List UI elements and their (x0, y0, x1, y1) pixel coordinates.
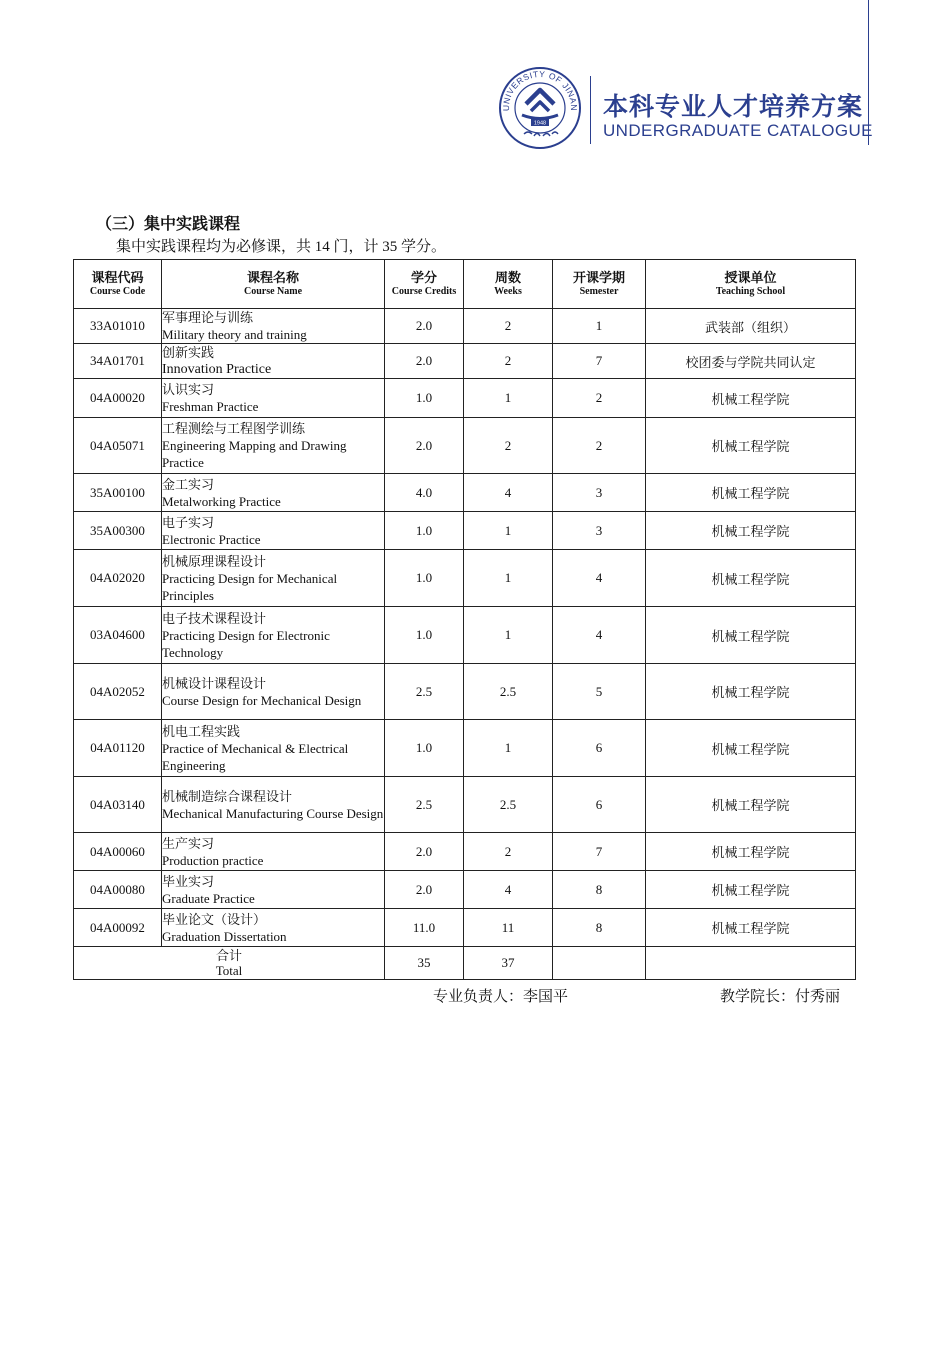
total-semester-empty (553, 947, 646, 980)
table-row (74, 344, 856, 379)
course-name: 创新实践 Innovation Practice (162, 344, 385, 379)
course-credits: 2.0 (385, 871, 464, 909)
table-row (74, 720, 856, 777)
teaching-school: 机械工程学院 (646, 474, 856, 512)
catalogue-title-cn: 本科专业人才培养方案 (603, 92, 864, 121)
course-semester: 2 (553, 379, 646, 418)
teaching-dean: 教学院长：付秀丽 (720, 989, 841, 1005)
course-semester: 6 (553, 720, 646, 777)
teaching-school: 机械工程学院 (646, 909, 856, 947)
course-code: 34A01701 (74, 344, 162, 379)
course-semester: 8 (553, 909, 646, 947)
course-code: 33A01010 (74, 309, 162, 344)
table-row (74, 418, 856, 474)
course-semester: 2 (553, 418, 646, 474)
course-code: 04A00020 (74, 379, 162, 418)
teaching-school: 武装部（组织） (646, 309, 856, 344)
teaching-school: 机械工程学院 (646, 720, 856, 777)
header-divider (590, 76, 591, 144)
course-name: 认识实习 Freshman Practice (162, 379, 385, 418)
course-code: 04A02020 (74, 550, 162, 607)
course-credits: 1.0 (385, 512, 464, 550)
course-credits: 4.0 (385, 474, 464, 512)
column-header-school: 授课单位 Teaching School (646, 260, 856, 309)
course-weeks: 1 (464, 550, 553, 607)
course-code: 04A05071 (74, 418, 162, 474)
total-weeks: 37 (464, 947, 553, 980)
course-weeks: 2.5 (464, 777, 553, 833)
table-row (74, 833, 856, 871)
course-code: 04A00080 (74, 871, 162, 909)
catalogue-title-en: UNDERGRADUATE CATALOGUE (603, 121, 873, 140)
total-credits: 35 (385, 947, 464, 980)
course-weeks: 2 (464, 833, 553, 871)
course-name: 机电工程实践 Practice of Mechanical & Electrical Engineering (162, 720, 385, 777)
course-code: 03A04600 (74, 607, 162, 664)
course-name: 毕业论文（设计） Graduation Dissertation (162, 909, 385, 947)
course-credits: 1.0 (385, 550, 464, 607)
course-semester: 3 (553, 512, 646, 550)
teaching-school: 机械工程学院 (646, 550, 856, 607)
course-weeks: 4 (464, 871, 553, 909)
table-row (74, 664, 856, 720)
teaching-school: 机械工程学院 (646, 833, 856, 871)
course-weeks: 2.5 (464, 664, 553, 720)
teaching-school: 机械工程学院 (646, 777, 856, 833)
teaching-school: 机械工程学院 (646, 379, 856, 418)
table-row (74, 777, 856, 833)
course-semester: 6 (553, 777, 646, 833)
section-intro: 集中实践课程均为必修课，共 14 门，计 35 学分。 (116, 239, 447, 255)
course-name: 机械原理课程设计 Practicing Design for Mechanical Principles (162, 550, 385, 607)
table-row (74, 871, 856, 909)
course-name: 军事理论与训练 Military theory and training (162, 309, 385, 344)
course-credits: 2.5 (385, 777, 464, 833)
column-header-weeks: 周数 Weeks (464, 260, 553, 309)
course-semester: 4 (553, 607, 646, 664)
course-credits: 1.0 (385, 720, 464, 777)
course-credits: 2.0 (385, 309, 464, 344)
table-header-row (74, 260, 856, 309)
course-credits: 2.0 (385, 418, 464, 474)
course-credits: 1.0 (385, 379, 464, 418)
course-name: 工程测绘与工程图学训练 Engineering Mapping and Drawing Practice (162, 418, 385, 474)
teaching-school: 机械工程学院 (646, 418, 856, 474)
total-school-empty (646, 947, 856, 980)
course-code: 04A01120 (74, 720, 162, 777)
course-code: 35A00300 (74, 512, 162, 550)
course-credits: 2.0 (385, 344, 464, 379)
course-semester: 1 (553, 309, 646, 344)
course-code: 04A03140 (74, 777, 162, 833)
section-title: （三）集中实践课程 (96, 216, 241, 233)
table-row (74, 512, 856, 550)
teaching-school: 校团委与学院共同认定 (646, 344, 856, 379)
course-name: 机械制造综合课程设计 Mechanical Manufacturing Course Design (162, 777, 385, 833)
course-weeks: 2 (464, 309, 553, 344)
course-weeks: 1 (464, 379, 553, 418)
course-weeks: 11 (464, 909, 553, 947)
course-semester: 3 (553, 474, 646, 512)
course-semester: 5 (553, 664, 646, 720)
course-code: 04A00060 (74, 833, 162, 871)
course-name: 电子实习 Electronic Practice (162, 512, 385, 550)
course-credits: 2.0 (385, 833, 464, 871)
course-code: 04A02052 (74, 664, 162, 720)
table-total-row (74, 947, 856, 980)
university-logo-icon (498, 66, 582, 150)
practice-courses-table (73, 259, 856, 980)
teaching-school: 机械工程学院 (646, 664, 856, 720)
course-weeks: 1 (464, 720, 553, 777)
course-credits: 11.0 (385, 909, 464, 947)
course-credits: 1.0 (385, 607, 464, 664)
table-row (74, 379, 856, 418)
course-weeks: 4 (464, 474, 553, 512)
teaching-school: 机械工程学院 (646, 871, 856, 909)
column-header-name: 课程名称 Course Name (162, 260, 385, 309)
table-row (74, 309, 856, 344)
total-label: 合计 Total (74, 947, 385, 980)
course-semester: 7 (553, 833, 646, 871)
course-weeks: 1 (464, 607, 553, 664)
table-row (74, 909, 856, 947)
course-weeks: 1 (464, 512, 553, 550)
teaching-school: 机械工程学院 (646, 607, 856, 664)
course-semester: 7 (553, 344, 646, 379)
course-name: 机械设计课程设计 Course Design for Mechanical Design (162, 664, 385, 720)
logo-ring-text: UNIVERSITY OF JINAN (500, 68, 580, 112)
major-head: 专业负责人：李国平 (433, 989, 569, 1005)
course-weeks: 2 (464, 344, 553, 379)
course-name: 电子技术课程设计 Practicing Design for Electronic Technology (162, 607, 385, 664)
course-name: 毕业实习 Graduate Practice (162, 871, 385, 909)
course-code: 04A00092 (74, 909, 162, 947)
course-code: 35A00100 (74, 474, 162, 512)
course-semester: 4 (553, 550, 646, 607)
course-name: 生产实习 Production practice (162, 833, 385, 871)
course-semester: 8 (553, 871, 646, 909)
course-weeks: 2 (464, 418, 553, 474)
column-header-semester: 开课学期 Semester (553, 260, 646, 309)
course-name: 金工实习 Metalworking Practice (162, 474, 385, 512)
column-header-code: 课程代码 Course Code (74, 260, 162, 309)
table-row (74, 550, 856, 607)
logo-year: 1948 (533, 120, 547, 127)
table-row (74, 607, 856, 664)
table-row (74, 474, 856, 512)
column-header-credits: 学分 Course Credits (385, 260, 464, 309)
course-credits: 2.5 (385, 664, 464, 720)
teaching-school: 机械工程学院 (646, 512, 856, 550)
